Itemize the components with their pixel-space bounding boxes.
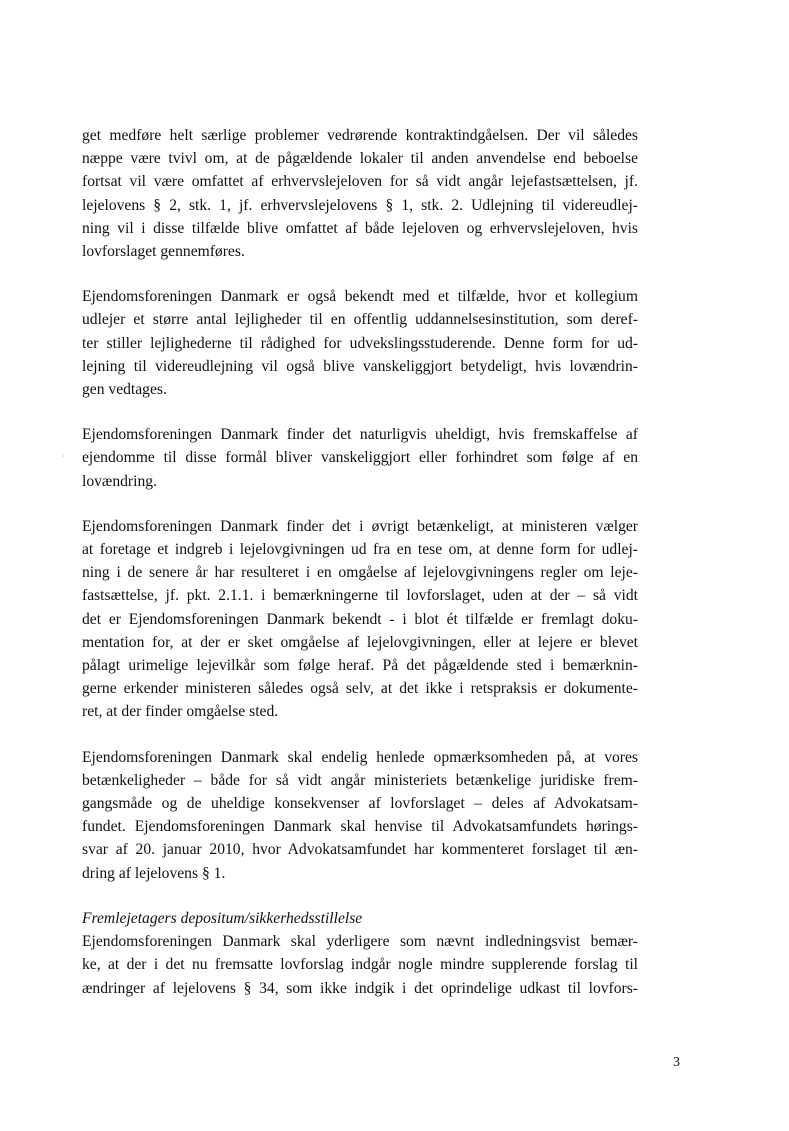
text-line: pålagt urimelige lejevilkår som følge heraf. På det pågældende sted i bemærknin- [82, 657, 638, 675]
paragraph-2 [82, 285, 638, 401]
margin-mark: · [62, 452, 65, 461]
page-number: 3 [673, 1055, 680, 1070]
text-line: mentation for, at der er sket omgåelse af lejelovgivningen, eller at lejere er blevet [82, 633, 638, 651]
text-line: dring af lejelovens § 1. [82, 864, 226, 882]
paragraph-5 [82, 746, 638, 885]
paragraph-4 [82, 515, 638, 724]
text-line: næppe være tvivl om, at de pågældende lokaler til anden anvendelse end beboelse [82, 150, 638, 168]
text-line: betænkeligheder – både for så vidt angår ministeriets betænkelige juridiske frem- [82, 771, 638, 789]
text-line: at foretage et indgreb i lejelovgivningen ud fra en tese om, at denne form for udlej- [82, 541, 638, 559]
text-line: lovforslaget gennemføres. [82, 243, 245, 261]
text-line: ning vil i disse tilfælde blive omfattet af både lejeloven og erhvervslejeloven, hvis [82, 219, 638, 237]
text-line: Ejendomsforeningen Danmark finder det naturligvis uheldigt, hvis fremskaffelse af [82, 426, 638, 444]
text-line: ret, at der finder omgåelse sted. [82, 703, 279, 721]
paragraph-3 [82, 423, 638, 493]
text-line: fastsættelse, jf. pkt. 2.1.1. i bemærkningerne til lovforslaget, uden at der – så vidt [82, 587, 638, 605]
text-line: ændringer af lejelovens § 34, som ikke indgik i det oprindelige udkast til lovfors- [82, 979, 638, 997]
text-line: fortsat vil være omfattet af erhvervslejeloven for så vidt angår lejefastsættelsen, jf. [82, 173, 638, 191]
text-line: get medføre helt særlige problemer vedrørende kontraktindgåelsen. Der vil således [82, 127, 638, 144]
text-line: Ejendomsforeningen Danmark finder det i øvrigt betænkeligt, at ministeren vælger [82, 517, 638, 535]
document-body [82, 124, 638, 1022]
text-line: lejelovens § 2, stk. 1, jf. erhvervslejelovens § 1, stk. 2. Udlejning til videreudlej- [82, 196, 638, 214]
text-line: ter stiller lejlighederne til rådighed for udvekslingsstuderende. Denne form for ud- [82, 334, 638, 352]
section-depositum [82, 907, 638, 1000]
text-line: det er Ejendomsforeningen Danmark bekendt - i blot ét tilfælde er fremlagt doku- [82, 610, 638, 628]
text-line: ning i de senere år har resulteret i en omgåelse af lejelovgivningens regler om leje- [82, 564, 638, 582]
text-line: ejendomme til disse formål bliver vanskeliggjort eller forhindret som følge af en [82, 449, 638, 467]
text-line: Ejendomsforeningen Danmark skal endelig henlede opmærksomheden på, at vores [82, 748, 638, 766]
text-line: svar af 20. januar 2010, hvor Advokatsamfundet har kommenteret forslaget til æn- [82, 841, 638, 859]
paragraph-1 [82, 124, 638, 263]
text-line: udlejer et større antal lejligheder til en offentlig uddannelsesinstitution, som deref- [82, 311, 638, 329]
text-line: gen vedtages. [82, 381, 167, 399]
text-line: Ejendomsforeningen Danmark er også bekendt med et tilfælde, hvor et kollegium [82, 288, 638, 306]
text-line: Ejendomsforeningen Danmark skal yderligere som nævnt indledningsvist bemær- [82, 933, 638, 951]
text-line: gerne erkender ministeren således også selv, at det ikke i retspraksis er dokumente- [82, 680, 638, 698]
text-line: fundet. Ejendomsforeningen Danmark skal henvise til Advokatsamfundets hørings- [82, 818, 638, 836]
text-line: gangsmåde og de uheldige konsekvenser af lovforslaget – deles af Advokatsam- [82, 795, 638, 813]
text-line: lejning til videreudlejning vil også blive vanskeliggjort betydeligt, hvis lovændrin- [82, 357, 638, 375]
text-line: ke, at der i det nu fremsatte lovforslag indgår nogle mindre supplerende forslag til [82, 956, 638, 974]
text-line: lovændring. [82, 472, 157, 490]
section-heading: Fremlejetagers depositum/sikkerhedsstillelse [82, 909, 363, 927]
